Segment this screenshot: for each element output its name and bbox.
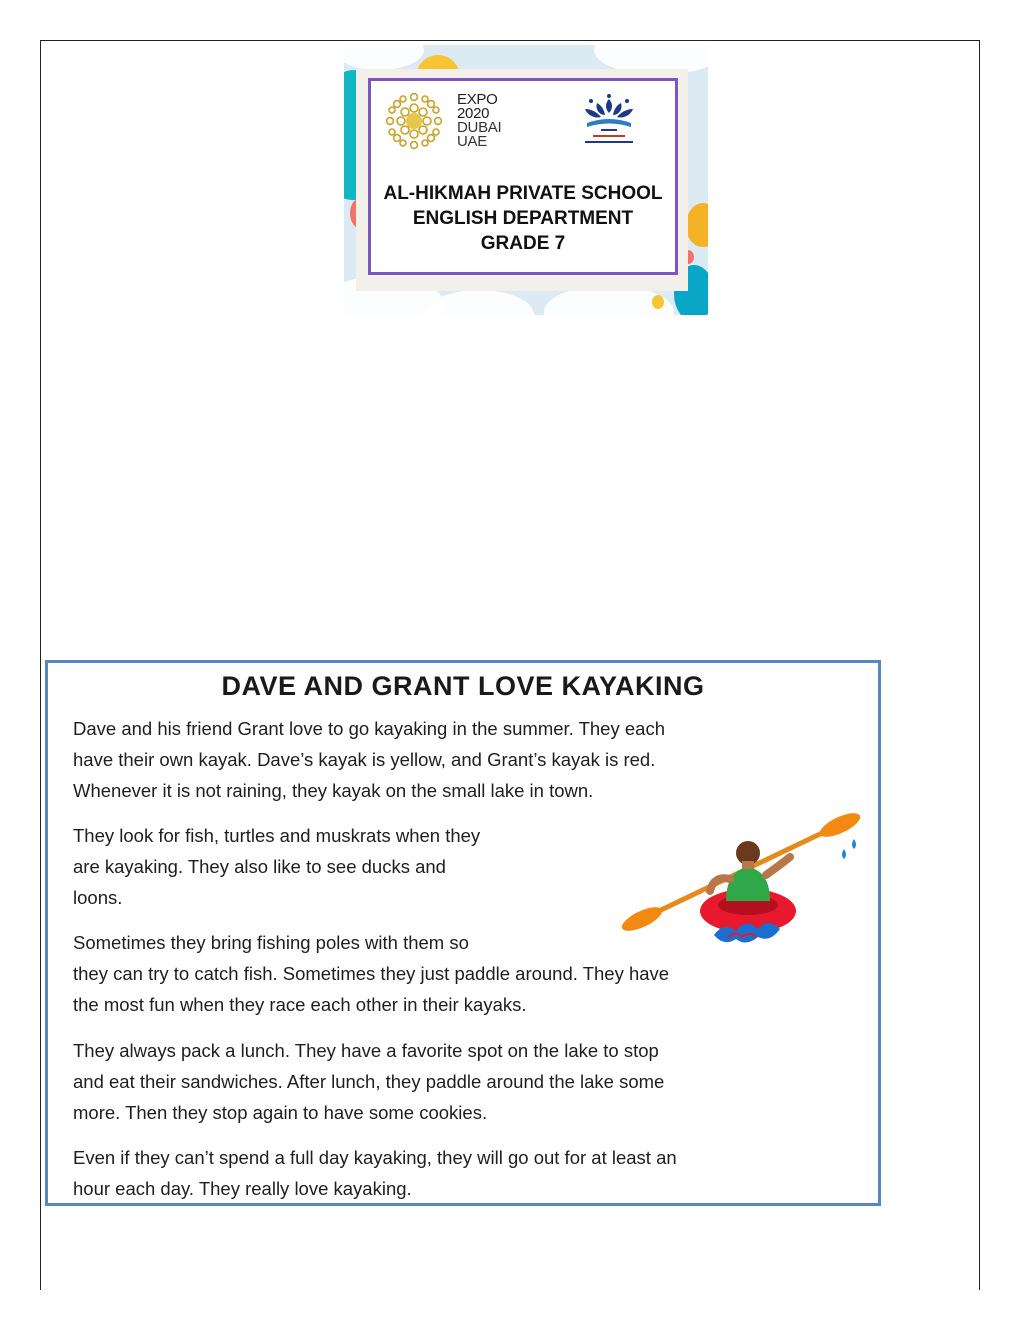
school-name: AL-HIKMAH PRIVATE SCHOOL <box>383 183 663 204</box>
expo-line-3: DUBAI <box>457 119 502 136</box>
paragraph-line: They always pack a lunch. They have a favorite spot on the lake to stop <box>73 1040 659 1061</box>
paragraph-line: Even if they can’t spend a full day kayaking, they will go out for at least an <box>73 1147 677 1168</box>
paragraph-line: Whenever it is not raining, they kayak on the small lake in town. <box>73 780 594 801</box>
paragraph-1 <box>73 713 665 806</box>
expo-line-2: 2020 <box>457 105 490 122</box>
paragraph-4 <box>73 1035 664 1128</box>
story-title: DAVE AND GRANT LOVE KAYAKING <box>221 671 705 701</box>
expo-2020-logo-icon <box>381 88 447 154</box>
school-title-box <box>368 78 678 275</box>
paragraph-3 <box>73 927 669 1020</box>
paragraph-line: Sometimes they bring fishing poles with them so <box>73 932 469 953</box>
paragraph-line: are kayaking. They also like to see ducks and <box>73 856 446 877</box>
kayaker-illustration-icon <box>618 813 868 953</box>
orange-balloon-shape <box>686 203 708 247</box>
paragraph-line: they can try to catch fish. Sometimes they just paddle around. They have <box>73 963 670 984</box>
paragraph-line: loons. <box>73 887 123 908</box>
paragraph-5 <box>73 1142 677 1204</box>
paragraph-line: more. Then they stop again to have some cookies. <box>73 1102 488 1123</box>
reading-passage-box <box>45 660 881 1206</box>
paragraph-line: hour each day. They really love kayaking. <box>73 1178 412 1199</box>
paragraph-line: have their own kayak. Dave’s kayak is yellow, and Grant’s kayak is red. <box>73 749 656 770</box>
al-hikmah-school-logo-icon <box>567 93 651 149</box>
school-titles <box>371 181 675 256</box>
paragraph-2 <box>73 820 480 913</box>
department-name: ENGLISH DEPARTMENT <box>412 208 634 229</box>
expo-line-1: EXPO <box>457 91 498 108</box>
paragraph-line: Dave and his friend Grant love to go kayaking in the summer. They each <box>73 718 665 739</box>
paragraph-line: and eat their sandwiches. After lunch, they paddle around the lake some <box>73 1071 665 1092</box>
paragraph-line: the most fun when they race each other in their kayaks. <box>73 994 527 1015</box>
school-header-banner <box>344 45 708 315</box>
expo-2020-wordmark <box>457 93 501 149</box>
expo-line-4: UAE <box>457 133 487 150</box>
paragraph-line: They look for fish, turtles and muskrats when they <box>73 825 481 846</box>
grade-label: GRADE 7 <box>480 233 566 254</box>
